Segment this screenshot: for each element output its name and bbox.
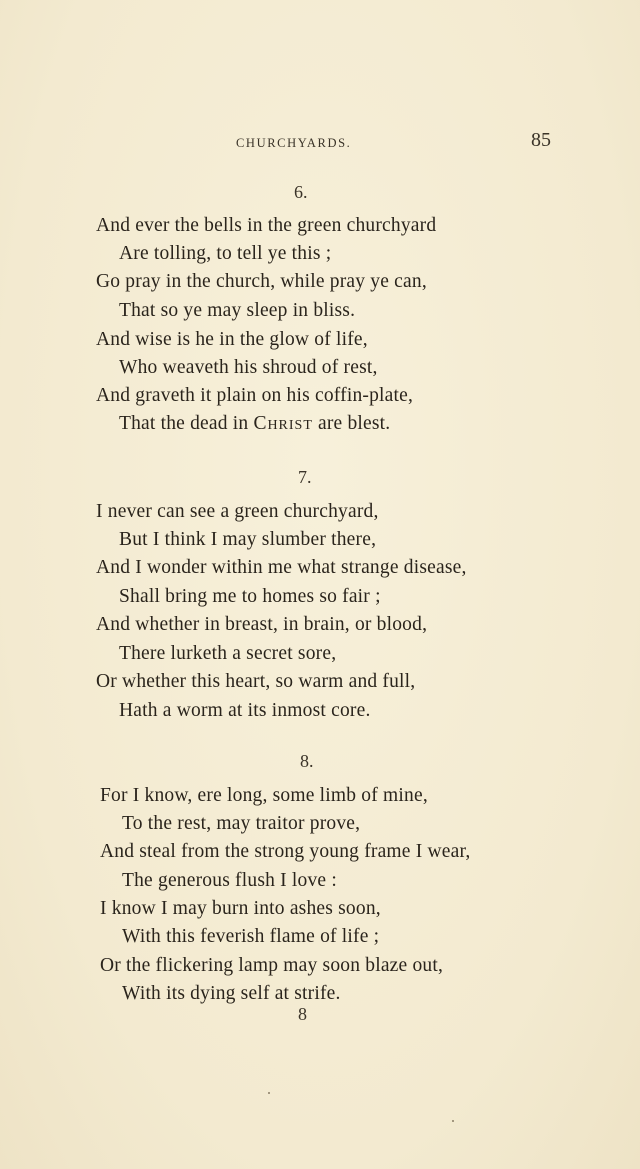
- verse-line: And wise is he in the glow of life,: [96, 329, 368, 350]
- verse-line: And steal from the strong young frame I wear,: [100, 841, 471, 862]
- verse-line: I never can see a green churchyard,: [96, 501, 379, 522]
- verse-line: Are tolling, to tell ye this ;: [119, 243, 332, 264]
- verse-line: That so ye may sleep in bliss.: [119, 300, 356, 321]
- verse-line: And graveth it plain on his coffin-plate,: [96, 385, 414, 406]
- verse-line: Hath a worm at its inmost core.: [119, 700, 371, 721]
- verse-line: Who weaveth his shroud of rest,: [119, 357, 378, 378]
- verse-line: The generous flush I love :: [122, 870, 337, 891]
- verse-line: I know I may burn into ashes soon,: [100, 898, 381, 919]
- verse-text: That the dead in: [119, 413, 254, 434]
- verse-text: are blest.: [312, 413, 391, 434]
- verse-line: Go pray in the church, while pray ye can,: [96, 271, 427, 292]
- verse-line: To the rest, may traitor prove,: [122, 813, 361, 834]
- verse-line: There lurketh a secret sore,: [119, 643, 337, 664]
- verse-line: But I think I may slumber there,: [119, 529, 377, 550]
- paper-speck: [268, 1092, 270, 1094]
- page-number: 85: [531, 129, 551, 151]
- running-title: CHURCHYARDS.: [236, 136, 352, 150]
- running-head: [0, 129, 640, 156]
- verse-line: And ever the bells in the green churchyard: [96, 215, 437, 236]
- verse-line: And whether in breast, in brain, or blood,: [96, 614, 428, 635]
- verse-line: And I wonder within me what strange disease,: [96, 557, 467, 578]
- verse-line: Or whether this heart, so warm and full,: [96, 671, 416, 692]
- verse-line: For I know, ere long, some limb of mine,: [100, 785, 428, 806]
- paper-speck: [452, 1120, 454, 1122]
- verse-line: With its dying self at strife.: [122, 983, 341, 1004]
- verse-line: With this feverish flame of life ;: [122, 926, 380, 947]
- verse-line: Shall bring me to homes so fair ;: [119, 586, 381, 607]
- stanza-number: 6.: [294, 182, 308, 202]
- stanza-number: 8.: [300, 751, 314, 771]
- small-caps-christ: Christ: [253, 413, 313, 434]
- stanza-number: 7.: [298, 467, 312, 487]
- signature-mark: 8: [298, 1004, 307, 1024]
- verse-line-christ: [119, 413, 390, 435]
- verse-line: Or the flickering lamp may soon blaze out,: [100, 955, 444, 976]
